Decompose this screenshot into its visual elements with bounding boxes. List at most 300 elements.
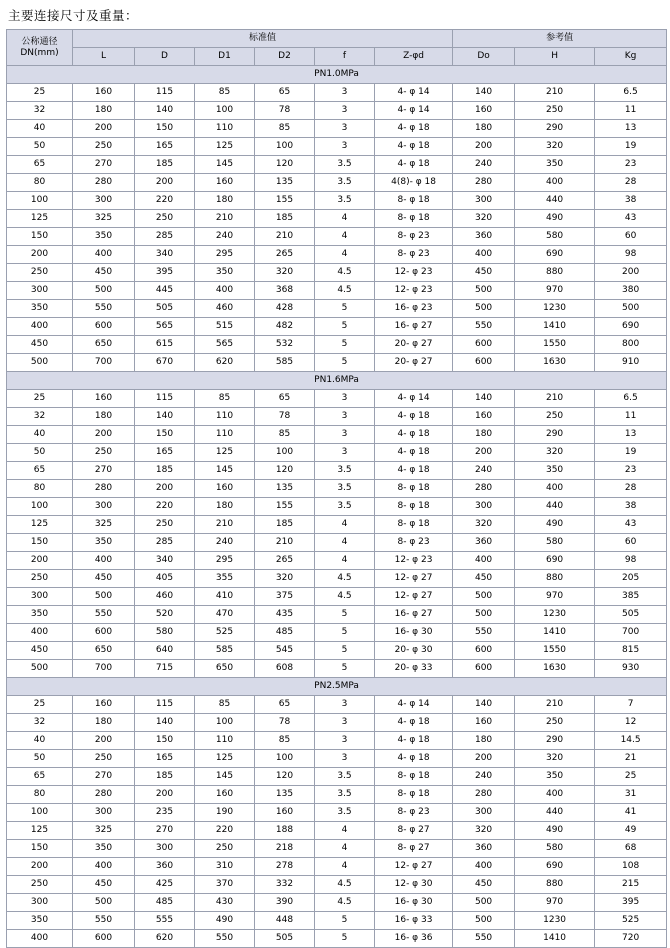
cell-value: 110 xyxy=(195,408,255,426)
cell-value: 160 xyxy=(195,786,255,804)
cell-value: 185 xyxy=(135,768,195,786)
cell-value: 120 xyxy=(255,156,315,174)
cell-value: 285 xyxy=(135,228,195,246)
table-row xyxy=(7,912,667,930)
table-row xyxy=(7,930,667,948)
table-row xyxy=(7,588,667,606)
table-row xyxy=(7,552,667,570)
table-row xyxy=(7,390,667,408)
cell-value: 160 xyxy=(73,390,135,408)
cell-value: 125 xyxy=(195,138,255,156)
table-row xyxy=(7,264,667,282)
cell-value: 4 xyxy=(315,534,375,552)
cell-value: 160 xyxy=(255,804,315,822)
header-col-D1: D1 xyxy=(195,48,255,66)
cell-dn: 500 xyxy=(7,660,73,678)
cell-dn: 300 xyxy=(7,894,73,912)
cell-value: 580 xyxy=(515,840,595,858)
cell-value: 190 xyxy=(195,804,255,822)
cell-value: 8- φ 27 xyxy=(375,822,453,840)
cell-value: 620 xyxy=(135,930,195,948)
cell-value: 715 xyxy=(135,660,195,678)
cell-value: 4 xyxy=(315,516,375,534)
cell-value: 12- φ 23 xyxy=(375,282,453,300)
cell-dn: 32 xyxy=(7,102,73,120)
cell-value: 580 xyxy=(515,534,595,552)
cell-value: 505 xyxy=(135,300,195,318)
cell-value: 220 xyxy=(135,192,195,210)
cell-value: 180 xyxy=(73,714,135,732)
table-row xyxy=(7,768,667,786)
header-col-D: D xyxy=(135,48,195,66)
cell-value: 4- φ 18 xyxy=(375,408,453,426)
header-nominal-diameter-line2: DN(mm) xyxy=(20,47,59,58)
cell-value: 700 xyxy=(73,660,135,678)
cell-value: 515 xyxy=(195,318,255,336)
cell-value: 16- φ 36 xyxy=(375,930,453,948)
cell-value: 210 xyxy=(515,84,595,102)
cell-value: 520 xyxy=(135,606,195,624)
cell-value: 100 xyxy=(255,444,315,462)
cell-value: 20- φ 33 xyxy=(375,660,453,678)
cell-value: 430 xyxy=(195,894,255,912)
cell-value: 12- φ 23 xyxy=(375,552,453,570)
cell-value: 445 xyxy=(135,282,195,300)
cell-value: 210 xyxy=(195,516,255,534)
cell-value: 350 xyxy=(515,768,595,786)
cell-value: 135 xyxy=(255,174,315,192)
cell-value: 1630 xyxy=(515,660,595,678)
cell-value: 700 xyxy=(73,354,135,372)
cell-dn: 25 xyxy=(7,390,73,408)
cell-value: 3 xyxy=(315,714,375,732)
cell-value: 16- φ 30 xyxy=(375,894,453,912)
cell-value: 280 xyxy=(73,480,135,498)
cell-value: 350 xyxy=(515,156,595,174)
table-row xyxy=(7,444,667,462)
cell-value: 690 xyxy=(515,858,595,876)
cell-value: 145 xyxy=(195,768,255,786)
cell-value: 3 xyxy=(315,138,375,156)
cell-dn: 80 xyxy=(7,786,73,804)
cell-value: 500 xyxy=(453,912,515,930)
cell-value: 4 xyxy=(315,228,375,246)
cell-value: 4 xyxy=(315,858,375,876)
cell-value: 240 xyxy=(453,768,515,786)
table-row xyxy=(7,408,667,426)
cell-value: 395 xyxy=(135,264,195,282)
cell-value: 8- φ 18 xyxy=(375,768,453,786)
cell-value: 325 xyxy=(73,210,135,228)
cell-value: 5 xyxy=(315,642,375,660)
cell-value: 360 xyxy=(453,228,515,246)
cell-value: 108 xyxy=(595,858,667,876)
cell-value: 410 xyxy=(195,588,255,606)
cell-value: 200 xyxy=(453,750,515,768)
cell-value: 4- φ 14 xyxy=(375,102,453,120)
cell-value: 500 xyxy=(453,606,515,624)
table-row xyxy=(7,282,667,300)
cell-value: 460 xyxy=(195,300,255,318)
header-nominal-diameter xyxy=(7,30,73,66)
cell-value: 580 xyxy=(135,624,195,642)
cell-value: 115 xyxy=(135,696,195,714)
cell-value: 640 xyxy=(135,642,195,660)
cell-value: 250 xyxy=(73,750,135,768)
cell-value: 1550 xyxy=(515,642,595,660)
cell-dn: 100 xyxy=(7,192,73,210)
cell-value: 12 xyxy=(595,714,667,732)
cell-value: 8- φ 23 xyxy=(375,534,453,552)
table-row xyxy=(7,336,667,354)
cell-value: 16- φ 30 xyxy=(375,624,453,642)
cell-value: 4- φ 18 xyxy=(375,120,453,138)
cell-value: 280 xyxy=(453,174,515,192)
cell-value: 270 xyxy=(73,462,135,480)
cell-value: 5 xyxy=(315,660,375,678)
cell-value: 16- φ 27 xyxy=(375,318,453,336)
cell-value: 350 xyxy=(515,462,595,480)
cell-value: 180 xyxy=(195,498,255,516)
cell-value: 65 xyxy=(255,696,315,714)
cell-value: 490 xyxy=(515,516,595,534)
cell-value: 120 xyxy=(255,462,315,480)
cell-value: 5 xyxy=(315,300,375,318)
cell-value: 135 xyxy=(255,480,315,498)
cell-value: 3.5 xyxy=(315,768,375,786)
cell-dn: 300 xyxy=(7,588,73,606)
cell-value: 280 xyxy=(453,786,515,804)
cell-value: 600 xyxy=(453,642,515,660)
cell-value: 448 xyxy=(255,912,315,930)
cell-value: 19 xyxy=(595,444,667,462)
cell-value: 550 xyxy=(453,930,515,948)
cell-value: 16- φ 33 xyxy=(375,912,453,930)
cell-value: 7 xyxy=(595,696,667,714)
cell-value: 4 xyxy=(315,822,375,840)
cell-dn: 32 xyxy=(7,714,73,732)
cell-value: 200 xyxy=(135,480,195,498)
cell-value: 240 xyxy=(195,534,255,552)
cell-value: 185 xyxy=(135,462,195,480)
cell-value: 85 xyxy=(195,84,255,102)
cell-value: 3 xyxy=(315,426,375,444)
cell-value: 3.5 xyxy=(315,498,375,516)
cell-value: 600 xyxy=(73,930,135,948)
cell-value: 140 xyxy=(453,84,515,102)
cell-value: 700 xyxy=(595,624,667,642)
table-row xyxy=(7,822,667,840)
cell-value: 125 xyxy=(195,750,255,768)
table-row xyxy=(7,840,667,858)
table-row xyxy=(7,120,667,138)
cell-value: 6.5 xyxy=(595,84,667,102)
cell-value: 550 xyxy=(73,606,135,624)
cell-value: 400 xyxy=(453,858,515,876)
cell-dn: 40 xyxy=(7,426,73,444)
cell-value: 325 xyxy=(73,516,135,534)
cell-value: 620 xyxy=(195,354,255,372)
cell-value: 4.5 xyxy=(315,588,375,606)
cell-value: 910 xyxy=(595,354,667,372)
cell-value: 85 xyxy=(195,390,255,408)
cell-value: 4.5 xyxy=(315,264,375,282)
cell-value: 555 xyxy=(135,912,195,930)
cell-value: 482 xyxy=(255,318,315,336)
cell-value: 250 xyxy=(515,102,595,120)
cell-value: 485 xyxy=(255,624,315,642)
cell-dn: 32 xyxy=(7,408,73,426)
cell-value: 4- φ 18 xyxy=(375,462,453,480)
cell-dn: 100 xyxy=(7,498,73,516)
cell-value: 400 xyxy=(515,174,595,192)
table-row xyxy=(7,174,667,192)
cell-value: 4 xyxy=(315,840,375,858)
cell-value: 110 xyxy=(195,426,255,444)
cell-value: 140 xyxy=(135,408,195,426)
table-row xyxy=(7,786,667,804)
cell-dn: 150 xyxy=(7,228,73,246)
cell-value: 1550 xyxy=(515,336,595,354)
table-row xyxy=(7,804,667,822)
cell-value: 5 xyxy=(315,930,375,948)
cell-value: 500 xyxy=(453,588,515,606)
cell-value: 43 xyxy=(595,210,667,228)
cell-value: 4 xyxy=(315,552,375,570)
cell-value: 550 xyxy=(195,930,255,948)
cell-value: 250 xyxy=(135,210,195,228)
table-row xyxy=(7,642,667,660)
cell-value: 180 xyxy=(453,732,515,750)
cell-value: 325 xyxy=(73,822,135,840)
cell-value: 405 xyxy=(135,570,195,588)
cell-value: 320 xyxy=(255,570,315,588)
cell-value: 21 xyxy=(595,750,667,768)
cell-value: 140 xyxy=(453,696,515,714)
header-col-H: H xyxy=(515,48,595,66)
section-label: PN1.0MPa xyxy=(7,66,667,84)
cell-value: 12- φ 27 xyxy=(375,588,453,606)
cell-value: 3 xyxy=(315,408,375,426)
cell-value: 160 xyxy=(453,714,515,732)
cell-value: 210 xyxy=(515,696,595,714)
table-row xyxy=(7,84,667,102)
cell-value: 4.5 xyxy=(315,282,375,300)
cell-value: 3 xyxy=(315,750,375,768)
cell-value: 350 xyxy=(195,264,255,282)
cell-value: 440 xyxy=(515,192,595,210)
cell-value: 180 xyxy=(195,192,255,210)
cell-value: 3 xyxy=(315,84,375,102)
cell-value: 600 xyxy=(453,660,515,678)
cell-value: 160 xyxy=(453,102,515,120)
cell-value: 3.5 xyxy=(315,174,375,192)
cell-dn: 50 xyxy=(7,444,73,462)
cell-value: 310 xyxy=(195,858,255,876)
cell-value: 5 xyxy=(315,606,375,624)
cell-value: 4.5 xyxy=(315,876,375,894)
cell-value: 12- φ 27 xyxy=(375,858,453,876)
cell-dn: 250 xyxy=(7,876,73,894)
cell-value: 970 xyxy=(515,588,595,606)
cell-value: 165 xyxy=(135,750,195,768)
cell-value: 720 xyxy=(595,930,667,948)
table-row xyxy=(7,858,667,876)
cell-value: 78 xyxy=(255,102,315,120)
table-row xyxy=(7,192,667,210)
cell-value: 5 xyxy=(315,318,375,336)
cell-dn: 300 xyxy=(7,282,73,300)
cell-value: 180 xyxy=(453,120,515,138)
cell-value: 38 xyxy=(595,498,667,516)
cell-value: 295 xyxy=(195,552,255,570)
cell-value: 8- φ 18 xyxy=(375,786,453,804)
cell-value: 65 xyxy=(255,390,315,408)
table-row xyxy=(7,750,667,768)
cell-value: 85 xyxy=(255,120,315,138)
cell-dn: 100 xyxy=(7,804,73,822)
cell-value: 320 xyxy=(453,210,515,228)
cell-value: 490 xyxy=(195,912,255,930)
cell-value: 350 xyxy=(73,228,135,246)
cell-value: 650 xyxy=(195,660,255,678)
cell-value: 490 xyxy=(515,210,595,228)
cell-value: 1230 xyxy=(515,300,595,318)
cell-value: 360 xyxy=(135,858,195,876)
cell-value: 23 xyxy=(595,462,667,480)
cell-value: 8- φ 18 xyxy=(375,516,453,534)
cell-value: 14.5 xyxy=(595,732,667,750)
cell-value: 200 xyxy=(73,426,135,444)
cell-value: 188 xyxy=(255,822,315,840)
cell-value: 3.5 xyxy=(315,156,375,174)
header-reference-values: 参考值 xyxy=(453,30,667,48)
table-row xyxy=(7,138,667,156)
cell-value: 450 xyxy=(73,876,135,894)
cell-dn: 50 xyxy=(7,138,73,156)
cell-value: 205 xyxy=(595,570,667,588)
cell-value: 210 xyxy=(255,228,315,246)
cell-value: 400 xyxy=(73,246,135,264)
cell-value: 615 xyxy=(135,336,195,354)
cell-value: 13 xyxy=(595,426,667,444)
cell-value: 500 xyxy=(73,282,135,300)
cell-value: 600 xyxy=(453,336,515,354)
cell-value: 5 xyxy=(315,912,375,930)
cell-dn: 80 xyxy=(7,174,73,192)
table-row xyxy=(7,624,667,642)
cell-value: 100 xyxy=(195,102,255,120)
cell-value: 600 xyxy=(73,318,135,336)
cell-value: 375 xyxy=(255,588,315,606)
cell-value: 360 xyxy=(453,840,515,858)
cell-value: 12- φ 30 xyxy=(375,876,453,894)
section-header-row xyxy=(7,66,667,84)
cell-value: 78 xyxy=(255,714,315,732)
cell-value: 11 xyxy=(595,102,667,120)
header-col-Do: Do xyxy=(453,48,515,66)
cell-value: 16- φ 27 xyxy=(375,606,453,624)
cell-value: 690 xyxy=(515,246,595,264)
cell-value: 4- φ 18 xyxy=(375,750,453,768)
cell-value: 85 xyxy=(255,732,315,750)
cell-value: 140 xyxy=(453,390,515,408)
table-row xyxy=(7,570,667,588)
table-row xyxy=(7,210,667,228)
cell-value: 215 xyxy=(595,876,667,894)
cell-value: 145 xyxy=(195,462,255,480)
cell-dn: 350 xyxy=(7,300,73,318)
cell-value: 360 xyxy=(453,534,515,552)
cell-dn: 40 xyxy=(7,120,73,138)
cell-value: 68 xyxy=(595,840,667,858)
cell-value: 370 xyxy=(195,876,255,894)
cell-value: 160 xyxy=(73,696,135,714)
cell-value: 85 xyxy=(255,426,315,444)
table-body xyxy=(7,66,667,948)
cell-value: 3 xyxy=(315,732,375,750)
cell-value: 650 xyxy=(73,336,135,354)
header-col-f: f xyxy=(315,48,375,66)
cell-value: 320 xyxy=(515,444,595,462)
cell-value: 400 xyxy=(453,246,515,264)
cell-value: 1630 xyxy=(515,354,595,372)
cell-value: 500 xyxy=(73,588,135,606)
cell-value: 532 xyxy=(255,336,315,354)
cell-value: 4(8)- φ 18 xyxy=(375,174,453,192)
cell-value: 500 xyxy=(453,300,515,318)
cell-value: 78 xyxy=(255,408,315,426)
cell-value: 585 xyxy=(255,354,315,372)
cell-value: 400 xyxy=(515,480,595,498)
section-header-row xyxy=(7,678,667,696)
cell-value: 300 xyxy=(453,804,515,822)
cell-value: 160 xyxy=(453,408,515,426)
cell-value: 19 xyxy=(595,138,667,156)
cell-value: 12- φ 23 xyxy=(375,264,453,282)
cell-value: 300 xyxy=(73,192,135,210)
table-row xyxy=(7,480,667,498)
cell-value: 4 xyxy=(315,210,375,228)
cell-value: 3 xyxy=(315,696,375,714)
header-col-L: L xyxy=(73,48,135,66)
cell-value: 200 xyxy=(595,264,667,282)
cell-value: 8- φ 18 xyxy=(375,210,453,228)
cell-value: 650 xyxy=(73,642,135,660)
cell-value: 550 xyxy=(453,318,515,336)
cell-value: 180 xyxy=(73,408,135,426)
cell-value: 690 xyxy=(515,552,595,570)
cell-value: 320 xyxy=(453,516,515,534)
cell-value: 460 xyxy=(135,588,195,606)
cell-value: 13 xyxy=(595,120,667,138)
cell-value: 450 xyxy=(453,570,515,588)
cell-value: 4- φ 14 xyxy=(375,84,453,102)
cell-value: 3.5 xyxy=(315,192,375,210)
cell-value: 320 xyxy=(515,138,595,156)
cell-dn: 400 xyxy=(7,930,73,948)
cell-value: 565 xyxy=(135,318,195,336)
cell-value: 395 xyxy=(595,894,667,912)
cell-value: 320 xyxy=(453,822,515,840)
cell-value: 240 xyxy=(453,462,515,480)
cell-value: 550 xyxy=(73,300,135,318)
cell-value: 145 xyxy=(195,156,255,174)
page-title: 主要连接尺寸及重量： xyxy=(8,8,139,23)
cell-value: 300 xyxy=(453,192,515,210)
cell-value: 28 xyxy=(595,480,667,498)
cell-value: 180 xyxy=(453,426,515,444)
